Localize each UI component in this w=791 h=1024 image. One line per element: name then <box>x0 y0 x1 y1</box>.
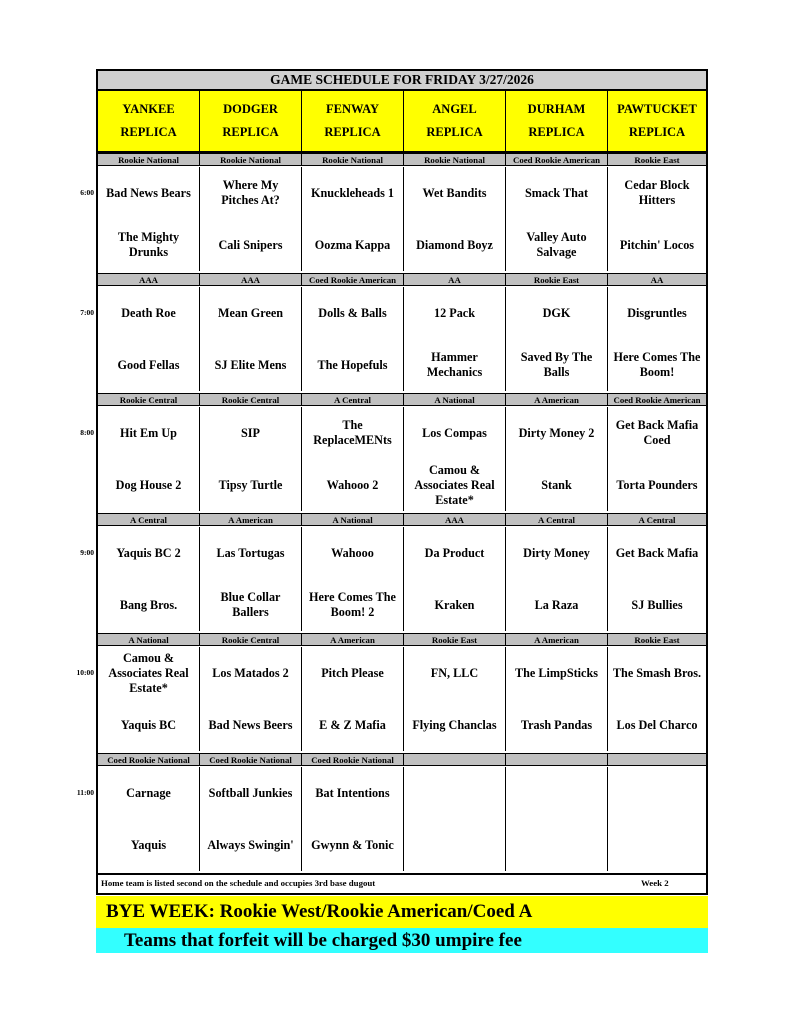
field-subtitle: REPLICA <box>528 125 585 139</box>
forfeit-notice-banner: Teams that forfeit will be charged $30 umpire fee <box>96 928 708 953</box>
away-team: Knuckleheads 1 <box>311 185 394 200</box>
home-team: Oozma Kappa <box>314 237 391 252</box>
division-label: Coed Rookie National <box>98 754 200 765</box>
game-cell <box>98 407 200 511</box>
division-label: Rookie National <box>404 154 506 165</box>
away-team: Death Roe <box>121 305 176 320</box>
game-cell <box>98 767 200 871</box>
away-team: Smack That <box>524 185 589 200</box>
home-team-note: Home team is listed second on the schedule and occupies 3rd base dugout <box>101 878 376 888</box>
game-cell <box>302 167 404 271</box>
home-team: Yaquis BC <box>120 717 177 732</box>
division-label: Rookie Central <box>98 394 200 405</box>
division-label <box>506 754 608 765</box>
division-label: AAA <box>404 514 506 525</box>
division-label: A Central <box>638 514 676 525</box>
away-team: DGK <box>542 305 571 320</box>
field-subtitle: REPLICA <box>222 125 279 139</box>
division-label: Rookie East <box>404 634 506 645</box>
bye-week-banner: BYE WEEK: Rookie West/Rookie American/Coed A <box>96 896 708 928</box>
game-cell <box>200 167 302 271</box>
field-name: DODGER <box>223 102 278 116</box>
division-label <box>404 754 506 765</box>
division-label: Coed Rookie American <box>506 154 608 165</box>
home-team: Cali Snipers <box>218 237 283 252</box>
division-row <box>98 273 706 286</box>
game-cell <box>506 647 608 751</box>
away-team: Get Back Mafia <box>615 545 699 560</box>
field-subtitle: REPLICA <box>426 125 483 139</box>
home-team: The Hopefuls <box>317 357 388 372</box>
away-team: Carnage <box>126 785 171 800</box>
field-subtitle: REPLICA <box>120 125 177 139</box>
field-name: PAWTUCKET <box>617 102 697 116</box>
away-team: Wahooo <box>331 545 374 560</box>
game-cell <box>200 767 302 871</box>
home-team: Valley Auto Salvage <box>526 230 587 259</box>
division-row <box>98 393 706 406</box>
time-label: 9:00 <box>80 548 94 557</box>
home-team: Dog House 2 <box>115 477 182 492</box>
away-team: The LimpSticks <box>515 665 598 680</box>
home-team: Here Comes The Boom! 2 <box>309 590 396 619</box>
home-team: Stank <box>541 477 572 492</box>
home-team: Yaquis <box>130 837 167 852</box>
game-row <box>98 407 706 511</box>
away-team: Dirty Money <box>523 545 590 560</box>
game-cell <box>404 647 506 751</box>
game-cell <box>506 167 608 271</box>
field-name: DURHAM <box>527 102 586 116</box>
division-row <box>98 753 706 766</box>
home-team: Trash Pandas <box>520 717 593 732</box>
game-cell <box>404 527 506 631</box>
division-label: A American <box>302 634 404 645</box>
away-team: SIP <box>241 425 260 440</box>
away-team: Wet Bandits <box>422 185 487 200</box>
away-team: Where My Pitches At? <box>221 178 280 207</box>
game-cell <box>608 287 706 391</box>
division-label <box>608 754 706 765</box>
home-team: The Mighty Drunks <box>117 230 180 259</box>
home-team: Bad News Beers <box>208 717 293 732</box>
game-cell <box>404 287 506 391</box>
home-team: Pitchin' Locos <box>619 237 695 252</box>
game-cell <box>98 647 200 751</box>
home-team: Flying Chanclas <box>412 717 497 732</box>
field-subtitle: REPLICA <box>324 125 381 139</box>
home-team: Hammer Mechanics <box>426 350 483 379</box>
division-label: Coed Rookie National <box>200 754 302 765</box>
time-label: 10:00 <box>76 668 94 677</box>
game-cell <box>200 407 302 511</box>
away-team: Dolls & Balls <box>318 305 387 320</box>
home-team: Always Swingin' <box>207 837 294 852</box>
division-label: A National <box>98 634 200 645</box>
home-team: Bang Bros. <box>119 597 178 612</box>
division-label: Rookie National <box>98 154 200 165</box>
division-label: AA <box>650 274 664 285</box>
away-team: Bat Intentions <box>315 785 390 800</box>
home-team: Diamond Boyz <box>416 237 493 252</box>
division-label: Rookie National <box>200 154 302 165</box>
field-header <box>200 91 302 151</box>
away-team: The Smash Bros. <box>612 665 702 680</box>
schedule-table <box>96 69 708 895</box>
division-label: Rookie National <box>302 154 404 165</box>
footer-row <box>98 873 706 893</box>
field-subtitle: REPLICA <box>628 125 686 139</box>
game-cell <box>98 167 200 271</box>
home-team: Blue Collar Ballers <box>220 590 281 619</box>
field-header <box>608 91 706 151</box>
game-cell <box>404 767 506 871</box>
home-team: SJ Bullies <box>631 597 683 612</box>
home-team: Torta Pounders <box>616 477 698 492</box>
game-cell <box>302 287 404 391</box>
home-team: Saved By The Balls <box>520 350 593 379</box>
division-label: Rookie Central <box>200 394 302 405</box>
division-label: Coed Rookie National <box>302 754 404 765</box>
time-label: 11:00 <box>76 788 94 797</box>
division-label: AA <box>404 274 506 285</box>
away-team: Las Tortugas <box>216 545 285 560</box>
home-team: Camou & Associates Real Estate* <box>414 462 495 507</box>
division-label: A Central <box>302 394 404 405</box>
home-team: SJ Elite Mens <box>214 357 287 372</box>
away-team: FN, LLC <box>430 665 479 680</box>
game-cell <box>200 527 302 631</box>
field-header <box>302 91 404 151</box>
away-team: The ReplaceMENts <box>313 418 392 447</box>
away-team: Mean Green <box>217 305 284 320</box>
division-label: Rookie East <box>634 154 680 165</box>
game-cell <box>302 527 404 631</box>
away-team: Camou & Associates Real Estate* <box>108 650 189 695</box>
division-label: AAA <box>98 274 200 285</box>
away-team: Hit Em Up <box>120 425 177 440</box>
game-cell <box>404 407 506 511</box>
game-cell <box>200 647 302 751</box>
division-row <box>98 153 706 166</box>
field-header <box>98 91 200 151</box>
game-cell <box>98 287 200 391</box>
week-label: Week 2 <box>641 878 669 888</box>
game-cell <box>506 407 608 511</box>
division-label: Coed Rookie American <box>613 394 701 405</box>
away-team: Los Matados 2 <box>212 665 289 680</box>
home-team: La Raza <box>534 597 579 612</box>
field-name: YANKEE <box>122 102 175 116</box>
away-team: 12 Pack <box>434 305 475 320</box>
home-team: Here Comes The Boom! <box>613 350 701 379</box>
away-team: Bad News Bears <box>106 185 191 200</box>
division-label: A American <box>506 634 608 645</box>
game-row <box>98 167 706 271</box>
division-label: Coed Rookie American <box>302 274 404 285</box>
game-cell <box>404 167 506 271</box>
game-cell <box>608 767 706 871</box>
field-header <box>506 91 608 151</box>
away-team: Los Compas <box>422 425 487 440</box>
division-label: A Central <box>506 514 608 525</box>
home-team <box>611 825 703 865</box>
away-team: Softball Junkies <box>208 785 293 800</box>
division-label: A National <box>302 514 404 525</box>
home-team: Good Fellas <box>117 357 180 372</box>
game-row <box>98 767 706 871</box>
game-cell <box>302 767 404 871</box>
game-cell <box>608 167 706 271</box>
game-cell <box>506 287 608 391</box>
game-cell <box>608 527 706 631</box>
division-label: Rookie Central <box>200 634 302 645</box>
division-label: Rookie East <box>634 634 680 645</box>
game-row <box>98 527 706 631</box>
home-team: Gwynn & Tonic <box>311 837 394 852</box>
home-team <box>407 825 502 865</box>
game-cell <box>302 407 404 511</box>
division-label: A Central <box>98 514 200 525</box>
away-team: Da Product <box>424 545 485 560</box>
division-label: AAA <box>200 274 302 285</box>
division-label: A National <box>404 394 506 405</box>
away-team <box>611 773 703 813</box>
away-team: Cedar Block Hitters <box>624 178 690 207</box>
away-team: Dirty Money 2 <box>518 425 595 440</box>
game-row <box>98 647 706 751</box>
game-row <box>98 287 706 391</box>
time-label: 7:00 <box>80 308 94 317</box>
division-label: A American <box>506 394 608 405</box>
away-team <box>509 773 604 813</box>
game-cell <box>506 767 608 871</box>
field-header <box>404 91 506 151</box>
home-team: E & Z Mafia <box>319 717 386 732</box>
division-label: Rookie East <box>506 274 608 285</box>
away-team: Disgruntles <box>627 305 687 320</box>
game-cell <box>608 407 706 511</box>
home-team: Kraken <box>434 597 475 612</box>
division-label: A American <box>200 514 302 525</box>
division-row <box>98 513 706 526</box>
home-team: Los Del Charco <box>616 717 698 732</box>
away-team: Pitch Please <box>321 665 384 680</box>
away-team <box>407 773 502 813</box>
game-cell <box>302 647 404 751</box>
game-cell <box>608 647 706 751</box>
game-cell <box>98 527 200 631</box>
field-name: FENWAY <box>325 102 380 116</box>
field-name: ANGEL <box>432 102 477 116</box>
game-cell <box>200 287 302 391</box>
schedule-title: GAME SCHEDULE FOR FRIDAY 3/27/2026 <box>98 71 706 91</box>
game-cell <box>506 527 608 631</box>
home-team: Tipsy Turtle <box>218 477 283 492</box>
home-team: Wahooo 2 <box>326 477 379 492</box>
division-row <box>98 633 706 646</box>
time-label: 8:00 <box>80 428 94 437</box>
time-label: 6:00 <box>80 188 94 197</box>
away-team: Get Back Mafia Coed <box>615 418 699 447</box>
home-team <box>509 825 604 865</box>
field-header-row <box>98 91 706 153</box>
away-team: Yaquis BC 2 <box>116 545 181 560</box>
